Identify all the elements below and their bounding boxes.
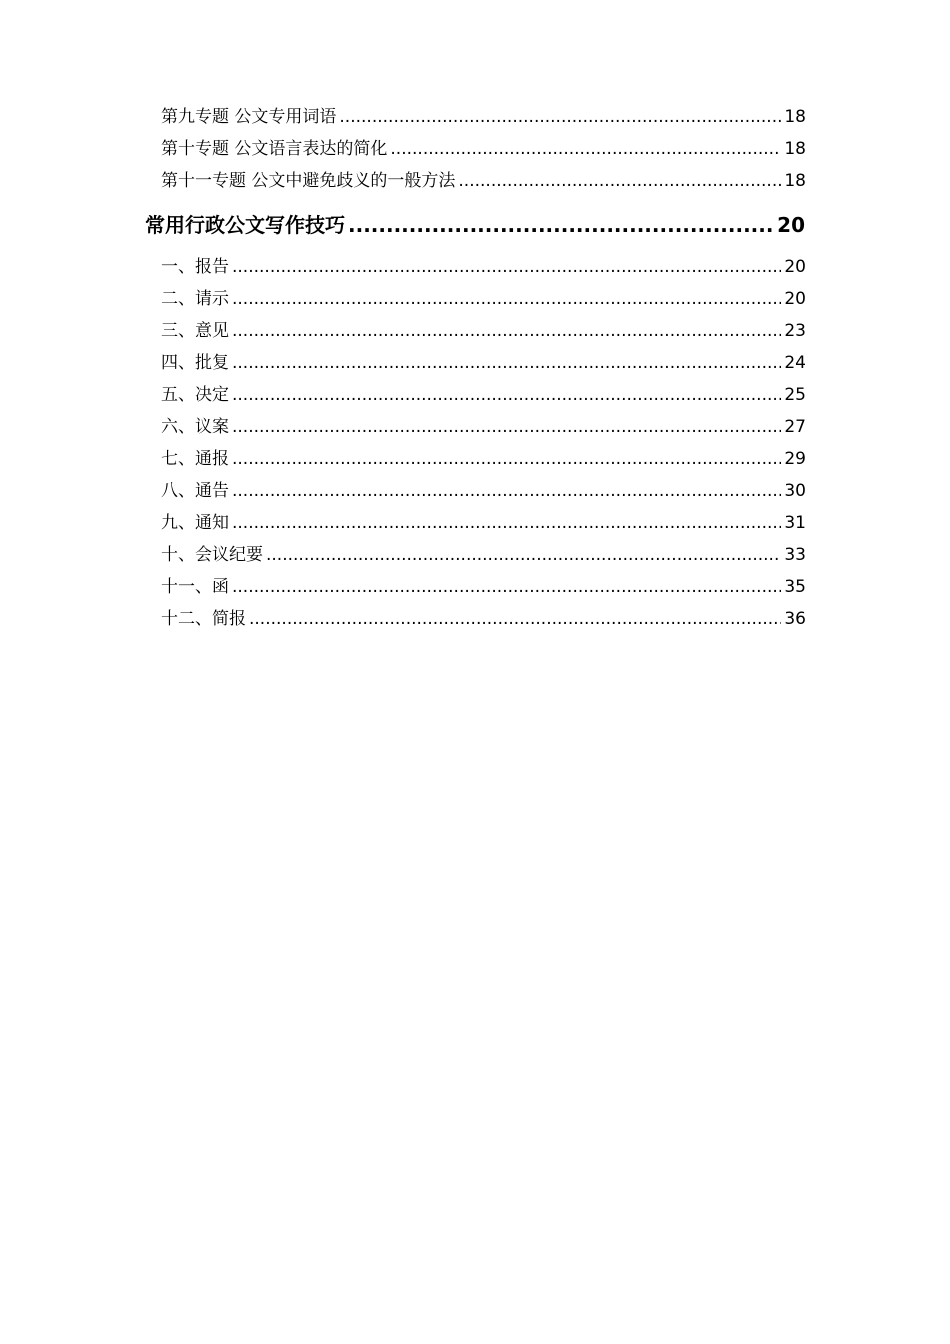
toc-leader-dots xyxy=(232,287,781,311)
toc-leader-dots xyxy=(232,447,781,471)
toc-entry-title: 十二、简报 xyxy=(161,609,246,629)
toc-entry-page: 23 xyxy=(784,321,806,341)
toc-entry-page: 30 xyxy=(784,481,806,501)
toc-leader-dots xyxy=(232,479,781,503)
toc-entry-title: 十、会议纪要 xyxy=(161,545,263,565)
toc-entry[interactable] xyxy=(161,447,806,471)
toc-entry[interactable] xyxy=(161,169,806,193)
toc-entry-page: 35 xyxy=(784,577,806,597)
toc-entry-page: 18 xyxy=(784,107,806,127)
toc-leader-dots xyxy=(232,351,781,375)
toc-entry-title: 七、通报 xyxy=(161,449,229,469)
toc-entry-page: 36 xyxy=(784,609,806,629)
toc-section-entry[interactable] xyxy=(145,211,805,239)
toc-entry[interactable] xyxy=(161,479,806,503)
toc-leader-dots xyxy=(232,255,781,279)
toc-leader-dots xyxy=(232,575,781,599)
toc-entry[interactable] xyxy=(161,255,806,279)
toc-entry[interactable] xyxy=(161,511,806,535)
toc-leader-dots xyxy=(232,383,781,407)
toc-entry-title: 十一、函 xyxy=(161,577,229,597)
toc-section-page: 20 xyxy=(777,213,805,237)
toc-entry-title: 一、报告 xyxy=(161,257,229,277)
toc-entry-page: 24 xyxy=(784,353,806,373)
toc-entry-title: 九、通知 xyxy=(161,513,229,533)
toc-entry[interactable] xyxy=(161,607,806,631)
toc-entry[interactable] xyxy=(161,543,806,567)
toc-entry[interactable] xyxy=(161,105,806,129)
toc-entry-page: 20 xyxy=(784,289,806,309)
toc-leader-dots xyxy=(232,415,781,439)
toc-entry[interactable] xyxy=(161,383,806,407)
toc-entry[interactable] xyxy=(161,575,806,599)
toc-entry-title: 第九专题 公文专用词语 xyxy=(161,107,337,127)
toc-entry-page: 31 xyxy=(784,513,806,533)
toc-leader-dots xyxy=(390,137,781,161)
toc-leader-dots xyxy=(339,105,781,129)
toc-entry-page: 27 xyxy=(784,417,806,437)
toc-entry-title: 六、议案 xyxy=(161,417,229,437)
toc-section-title: 常用行政公文写作技巧 xyxy=(145,213,345,237)
toc-entry-title: 第十一专题 公文中避免歧义的一般方法 xyxy=(161,171,456,191)
toc-entry[interactable] xyxy=(161,137,806,161)
toc-entry[interactable] xyxy=(161,415,806,439)
toc-entry[interactable] xyxy=(161,319,806,343)
toc-leader-dots xyxy=(249,607,781,631)
toc-entry-title: 四、批复 xyxy=(161,353,229,373)
toc-entry-title: 五、决定 xyxy=(161,385,229,405)
toc-leader-dots xyxy=(348,211,774,239)
toc-entry-title: 第十专题 公文语言表达的简化 xyxy=(161,139,388,159)
toc-entry[interactable] xyxy=(161,351,806,375)
toc-entry-page: 20 xyxy=(784,257,806,277)
toc-leader-dots xyxy=(232,511,781,535)
toc-entry-title: 三、意见 xyxy=(161,321,229,341)
toc-entry-page: 29 xyxy=(784,449,806,469)
toc-entry-page: 25 xyxy=(784,385,806,405)
toc-entry-title: 二、请示 xyxy=(161,289,229,309)
toc-entry-page: 18 xyxy=(784,171,806,191)
toc-leader-dots xyxy=(266,543,781,567)
toc-leader-dots xyxy=(458,169,781,193)
toc-entry-title: 八、通告 xyxy=(161,481,229,501)
toc-entry-page: 18 xyxy=(784,139,806,159)
toc-leader-dots xyxy=(232,319,781,343)
toc-entry-page: 33 xyxy=(784,545,806,565)
toc-entry[interactable] xyxy=(161,287,806,311)
